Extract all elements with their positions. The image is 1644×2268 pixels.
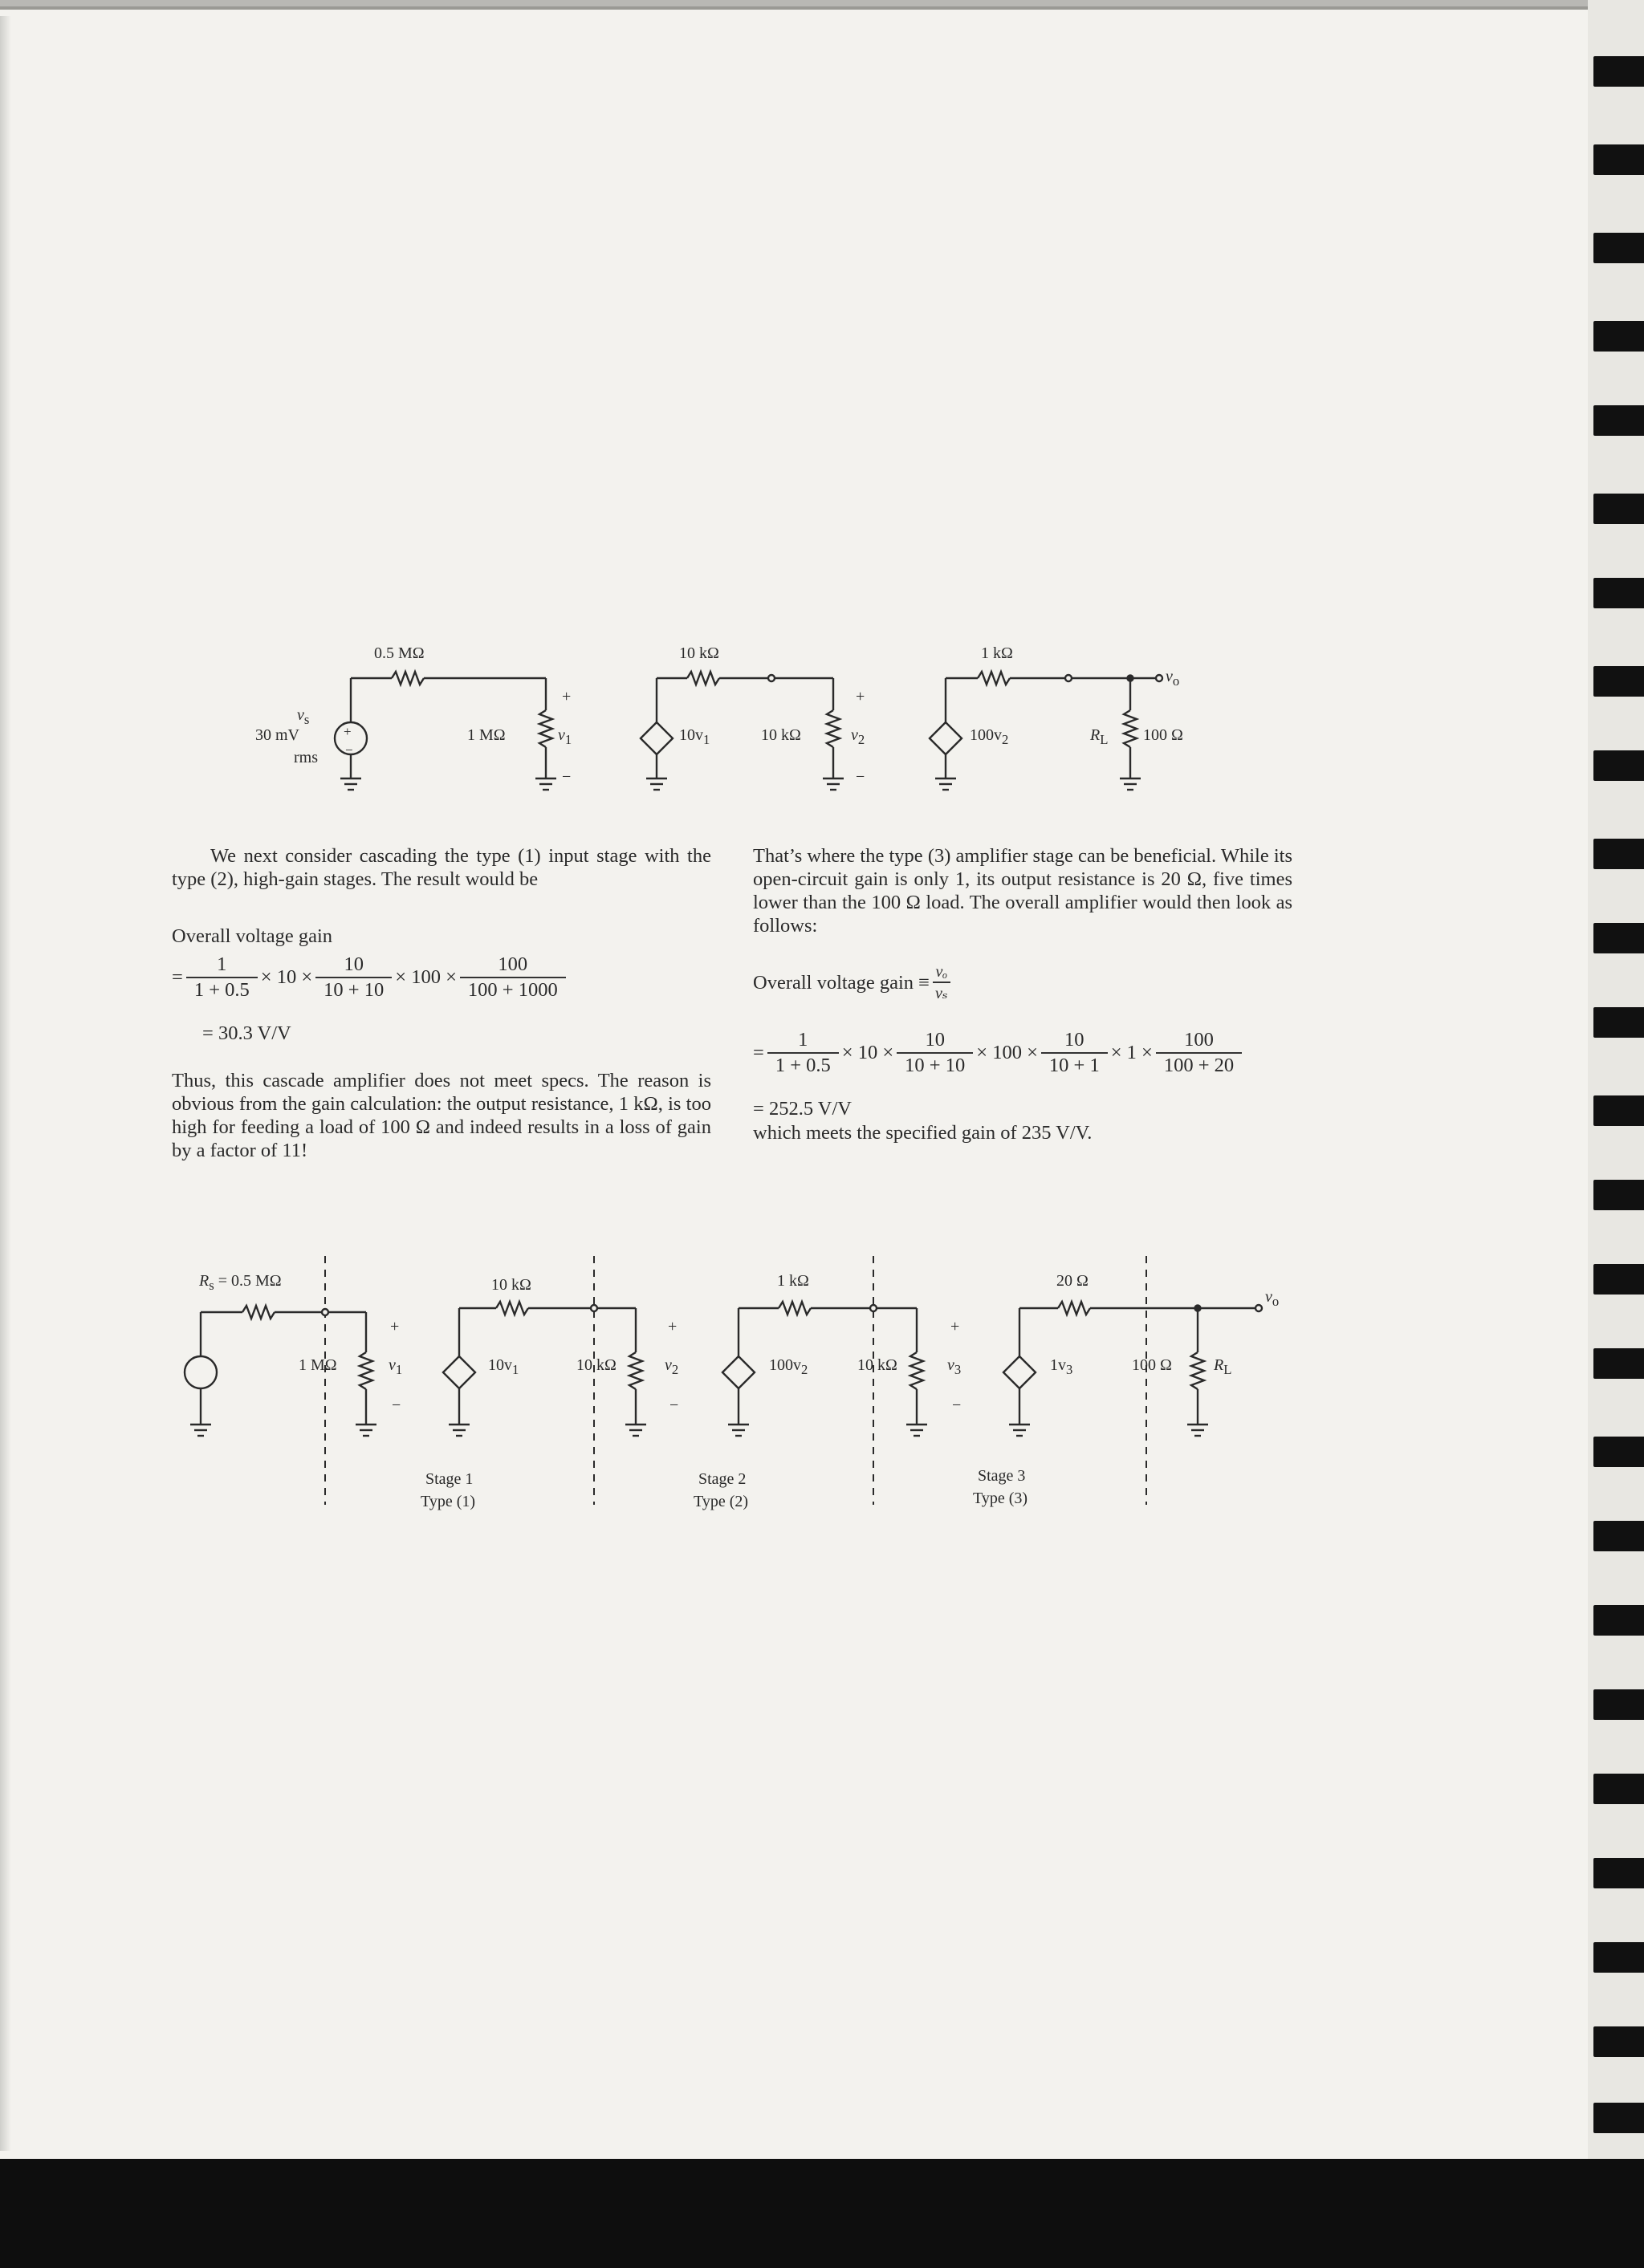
fig1-rin2-value: 10 kΩ xyxy=(761,726,801,744)
fig1-v2-plus: + xyxy=(856,688,865,705)
resistor-icon xyxy=(360,1352,372,1389)
fig2-stage2-label: Stage 2 xyxy=(698,1470,747,1488)
binding-hole xyxy=(1593,1007,1644,1038)
resistor-icon xyxy=(539,710,552,747)
fig2-v2-plus: + xyxy=(668,1318,678,1335)
eq-fraction: $\frac{100}{100 + 20}$ xyxy=(1156,1029,1242,1077)
eq-term: × 10 × xyxy=(841,1042,894,1063)
resistor-icon xyxy=(392,672,424,685)
fig2-gain2-label: $100v_2$ xyxy=(769,1356,808,1377)
resistor-icon xyxy=(687,672,719,685)
binding-hole xyxy=(1593,405,1644,436)
fig2-type1-label: Type (1) xyxy=(421,1493,476,1510)
binding-hole xyxy=(1593,56,1644,87)
fig1-gain3-label: $100v_2$ xyxy=(970,726,1009,747)
resistor-icon xyxy=(910,1352,923,1389)
fig2-v3-minus: − xyxy=(952,1396,962,1414)
voltage-source-icon xyxy=(185,1356,217,1388)
fig2-rout2-value: 1 kΩ xyxy=(777,1272,809,1290)
ground-icon xyxy=(823,778,844,790)
ground-icon xyxy=(190,1425,211,1436)
eq-term: × 100 × xyxy=(395,966,457,988)
eq-fraction: $\frac{1}{1 + 0.5}$ xyxy=(767,1029,839,1077)
right-gain-equation xyxy=(753,1029,1245,1077)
eq-term: × 10 × xyxy=(260,966,313,988)
ground-icon xyxy=(1120,778,1141,790)
binding-hole xyxy=(1593,1942,1644,1973)
binding-hole xyxy=(1593,1437,1644,1467)
fig2-gain3-label: $1v_3$ xyxy=(1050,1356,1073,1377)
right-gain-definition xyxy=(753,963,954,1003)
fig1-source-label: $v_s$ xyxy=(297,706,310,727)
eq-fraction: $\frac{10}{10 + 10}$ xyxy=(897,1029,973,1077)
fig2-type2-label: Type (2) xyxy=(694,1493,749,1510)
binding-hole xyxy=(1593,144,1644,175)
binding-hole xyxy=(1593,1774,1644,1804)
fig2-v3-label: $v_3$ xyxy=(947,1356,962,1377)
scan-top-edge-shadow xyxy=(0,6,1644,10)
binding-hole xyxy=(1593,2026,1644,2057)
binding-hole xyxy=(1593,494,1644,524)
fig2-v1-plus: + xyxy=(390,1318,400,1335)
resistor-icon xyxy=(1191,1352,1204,1389)
eq-fraction: $\frac{1}{1 + 0.5}$ xyxy=(186,953,258,1002)
scan-top-edge xyxy=(0,0,1644,6)
binding-hole xyxy=(1593,750,1644,781)
binding-hole xyxy=(1593,1348,1644,1379)
fig2-stage3-label: Stage 3 xyxy=(978,1467,1026,1485)
fig1-rs-value: 0.5 MΩ xyxy=(374,644,425,662)
left-gain-equation xyxy=(172,953,569,1002)
fig2-rl-value: 100 Ω xyxy=(1132,1356,1172,1374)
fig1-v1-minus: − xyxy=(562,768,572,786)
fig1-v2-label: $v_2$ xyxy=(851,726,865,747)
ground-icon xyxy=(1009,1425,1030,1436)
ground-icon xyxy=(625,1425,646,1436)
fig1-rl-value: 100 Ω xyxy=(1143,726,1183,744)
resistor-icon xyxy=(629,1352,642,1389)
fig1-gain2-label: $10v_1$ xyxy=(679,726,710,747)
fig2-rout3-value: 20 Ω xyxy=(1056,1272,1089,1290)
binding-hole xyxy=(1593,1521,1644,1551)
scan-bottom-edge xyxy=(0,2159,1644,2268)
resistor-icon xyxy=(496,1302,528,1315)
resistor-icon xyxy=(978,672,1010,685)
binding-hole xyxy=(1593,839,1644,869)
ground-icon xyxy=(449,1425,470,1436)
eq-fraction: $\frac{10}{10 + 10}$ xyxy=(315,953,392,1002)
binding-hole xyxy=(1593,2103,1644,2133)
ground-icon xyxy=(340,778,361,790)
dependent-source-icon xyxy=(722,1356,755,1388)
resistor-icon xyxy=(1124,710,1137,747)
fig2-rs-label: $R_s = 0.5$ MΩ xyxy=(199,1272,282,1293)
fig2-v2-label: $v_2$ xyxy=(665,1356,679,1377)
fig2-vo-label: $v_o$ xyxy=(1265,1288,1280,1309)
dependent-source-icon xyxy=(641,722,673,754)
fig2-rl-label: $R_L$ xyxy=(1214,1356,1232,1377)
fig2-v2-minus: − xyxy=(669,1396,679,1414)
resistor-icon xyxy=(779,1302,811,1315)
eq-term: × 1 × xyxy=(1110,1042,1153,1063)
fig2-v1-label: $v_1$ xyxy=(389,1356,403,1377)
fig2-v1-minus: − xyxy=(392,1396,401,1414)
ground-icon xyxy=(646,778,667,790)
ground-icon xyxy=(906,1425,927,1436)
eq-label: Overall voltage gain ≡ xyxy=(753,972,930,994)
fig1-v1-label: $v_1$ xyxy=(558,726,572,747)
fig1-source-minus: − xyxy=(345,742,353,758)
fig2-type3-label: Type (3) xyxy=(973,1490,1028,1507)
binding-hole xyxy=(1593,233,1644,263)
ground-icon xyxy=(728,1425,749,1436)
fig2-rout1-value: 10 kΩ xyxy=(491,1276,531,1294)
fig2-gain1-label: $10v_1$ xyxy=(488,1356,519,1377)
ground-icon xyxy=(356,1425,376,1436)
binding-hole xyxy=(1593,1689,1644,1720)
fig2-rin1-value: 1 MΩ xyxy=(299,1356,337,1374)
left-para-intro: We next consider cascading the type (1) input stage with the type (2), high-gain stages. The result would be xyxy=(172,845,711,890)
dependent-source-icon xyxy=(1003,1356,1036,1388)
binding-hole xyxy=(1593,1858,1644,1888)
eq-fraction: $\frac{\text{vₒ}}{\text{vₛ}}$ xyxy=(933,963,950,1003)
fig1-v1-plus: + xyxy=(562,688,572,705)
fig1-rout2-value: 10 kΩ xyxy=(679,644,719,662)
dependent-source-icon xyxy=(930,722,962,754)
dependent-source-icon xyxy=(443,1356,475,1388)
ground-icon xyxy=(535,778,556,790)
binding-hole xyxy=(1593,1264,1644,1295)
fig2-v3-plus: + xyxy=(950,1318,960,1335)
fig2-rin3-value: 10 kΩ xyxy=(857,1356,897,1374)
resistor-icon xyxy=(827,710,840,747)
binding-hole xyxy=(1593,1605,1644,1636)
right-gain-result: = 252.5 V/V xyxy=(753,1098,852,1120)
fig1-rout3-value: 1 kΩ xyxy=(981,644,1013,662)
ground-icon xyxy=(935,778,956,790)
eq-fraction: $\frac{100}{100 + 1000}$ xyxy=(460,953,566,1002)
right-tail-text: which meets the specified gain of 235 V/V. xyxy=(753,1122,1093,1144)
fig1-rl-label: $R_L$ xyxy=(1090,726,1109,747)
binding-hole xyxy=(1593,578,1644,608)
left-gain-label: Overall voltage gain xyxy=(172,925,333,947)
ground-icon xyxy=(1187,1425,1208,1436)
fig1-v2-minus: − xyxy=(856,768,865,786)
binding-hole xyxy=(1593,923,1644,953)
binding-hole xyxy=(1593,321,1644,352)
right-para-intro: That’s where the type (3) amplifier stage can be beneficial. While its open-circuit gain is only 1, its output resistance is 20 Ω, five times lower than the 100 Ω load. The overall amplifier would then look as follows: xyxy=(753,845,1292,937)
binding-hole xyxy=(1593,1180,1644,1210)
resistor-icon xyxy=(1058,1302,1090,1315)
resistor-icon xyxy=(242,1306,275,1319)
eq-term: × 100 × xyxy=(976,1042,1038,1063)
left-para-conclusion: Thus, this cascade amplifier does not meet specs. The reason is obvious from the gain calculation: the output resistance, 1 kΩ, is too high for feeding a load of 100 Ω and indeed results in a loss of gain by a factor of 11! xyxy=(172,1070,711,1161)
fig1-rin1-value: 1 MΩ xyxy=(467,726,506,744)
eq-fraction: $\frac{10}{10 + 1}$ xyxy=(1041,1029,1108,1077)
fig1-source-unit: rms xyxy=(294,749,318,766)
fig2-rin2-value: 10 kΩ xyxy=(576,1356,616,1374)
binding-hole xyxy=(1593,1095,1644,1126)
fig1-vo-label: $v_o$ xyxy=(1166,668,1180,689)
fig1-source-plus: + xyxy=(344,724,352,739)
fig2-stage1-label: Stage 1 xyxy=(425,1470,474,1488)
eq-equals: = xyxy=(753,1042,764,1063)
scan-left-shadow xyxy=(0,16,11,2151)
eq-equals: = xyxy=(172,966,183,988)
fig1-source-value: 30 mV xyxy=(255,726,299,744)
left-gain-result: = 30.3 V/V xyxy=(202,1022,291,1044)
binding-hole xyxy=(1593,666,1644,697)
